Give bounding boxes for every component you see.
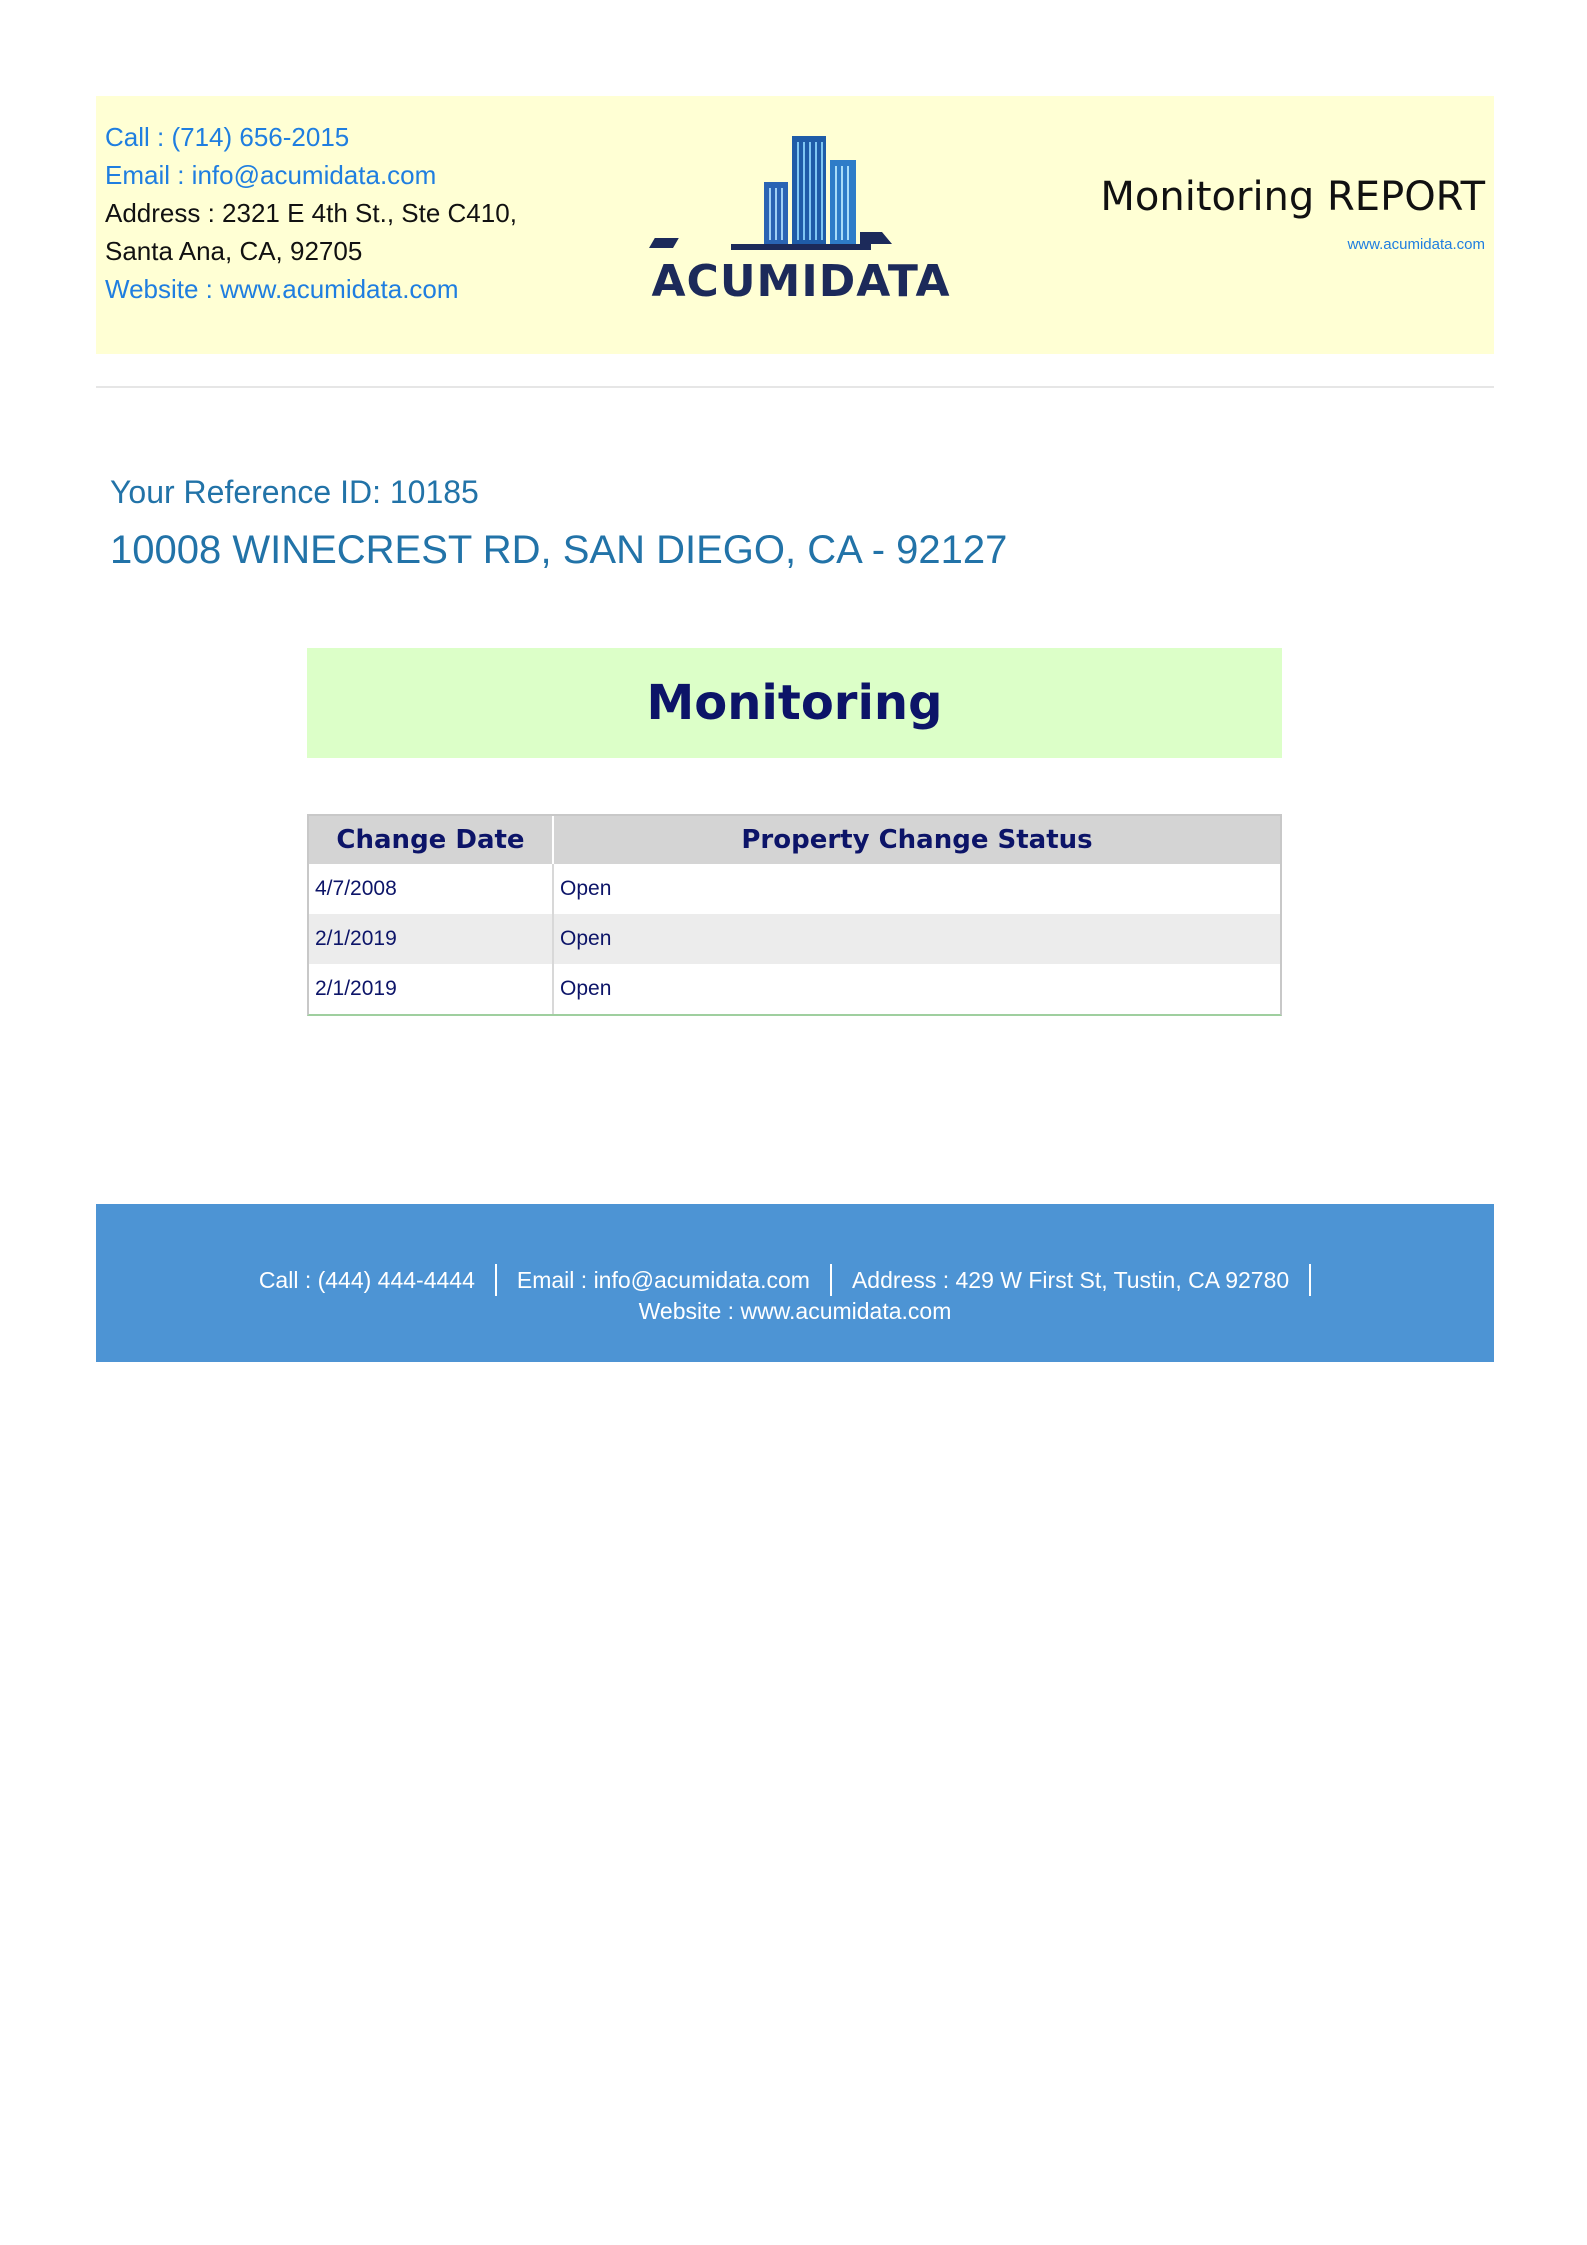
change-date-cell: 2/1/2019 (309, 914, 553, 964)
change-date-cell: 2/1/2019 (309, 964, 553, 1014)
change-date-cell: 4/7/2008 (309, 864, 553, 914)
column-header-property-change-status: Property Change Status (553, 816, 1280, 864)
section-title: Monitoring (646, 675, 943, 731)
table-header-row (309, 816, 1280, 864)
contact-block (105, 118, 517, 308)
company-logo (646, 132, 956, 308)
footer-email[interactable]: Email : info@acumidata.com (516, 1266, 810, 1293)
footer-contact-line (96, 1264, 1494, 1296)
table-row (309, 914, 1280, 964)
contact-phone[interactable]: Call : (714) 656-2015 (105, 122, 350, 152)
contact-address-line1: Address : 2321 E 4th St., Ste C410, (105, 198, 517, 228)
footer-separator (1309, 1264, 1311, 1296)
footer-address: Address : 429 W First St, Tustin, CA 92780 (851, 1266, 1290, 1293)
footer-separator (830, 1264, 832, 1296)
contact-email[interactable]: Email : info@acumidata.com (105, 160, 437, 190)
contact-website[interactable]: Website : www.acumidata.com (105, 274, 459, 304)
status-cell: Open (560, 877, 612, 900)
report-footer (96, 1204, 1494, 1362)
property-address: 10008 WINECREST RD, SAN DIEGO, CA - 92127 (110, 528, 1008, 572)
footer-separator (495, 1264, 497, 1296)
footer-phone[interactable]: Call : (444) 444-4444 (258, 1266, 475, 1293)
column-header-change-date: Change Date (309, 816, 553, 864)
header-divider (96, 386, 1494, 388)
status-cell: Open (560, 977, 612, 1000)
logo-wordmark: ACUMIDATA (651, 256, 951, 307)
buildings-logo-icon (646, 132, 956, 262)
report-title: Monitoring REPORT (1100, 174, 1485, 220)
reference-id: Your Reference ID: 10185 (110, 474, 479, 510)
report-url-link[interactable]: www.acumidata.com (1347, 236, 1485, 253)
contact-address-line2: Santa Ana, CA, 92705 (105, 236, 363, 266)
footer-website[interactable]: Website : www.acumidata.com (638, 1298, 952, 1324)
table-row (309, 864, 1280, 914)
monitoring-table (307, 814, 1282, 1016)
status-cell: Open (553, 914, 1280, 964)
table-row (309, 964, 1280, 1014)
section-banner (307, 648, 1282, 758)
report-header (96, 96, 1494, 354)
